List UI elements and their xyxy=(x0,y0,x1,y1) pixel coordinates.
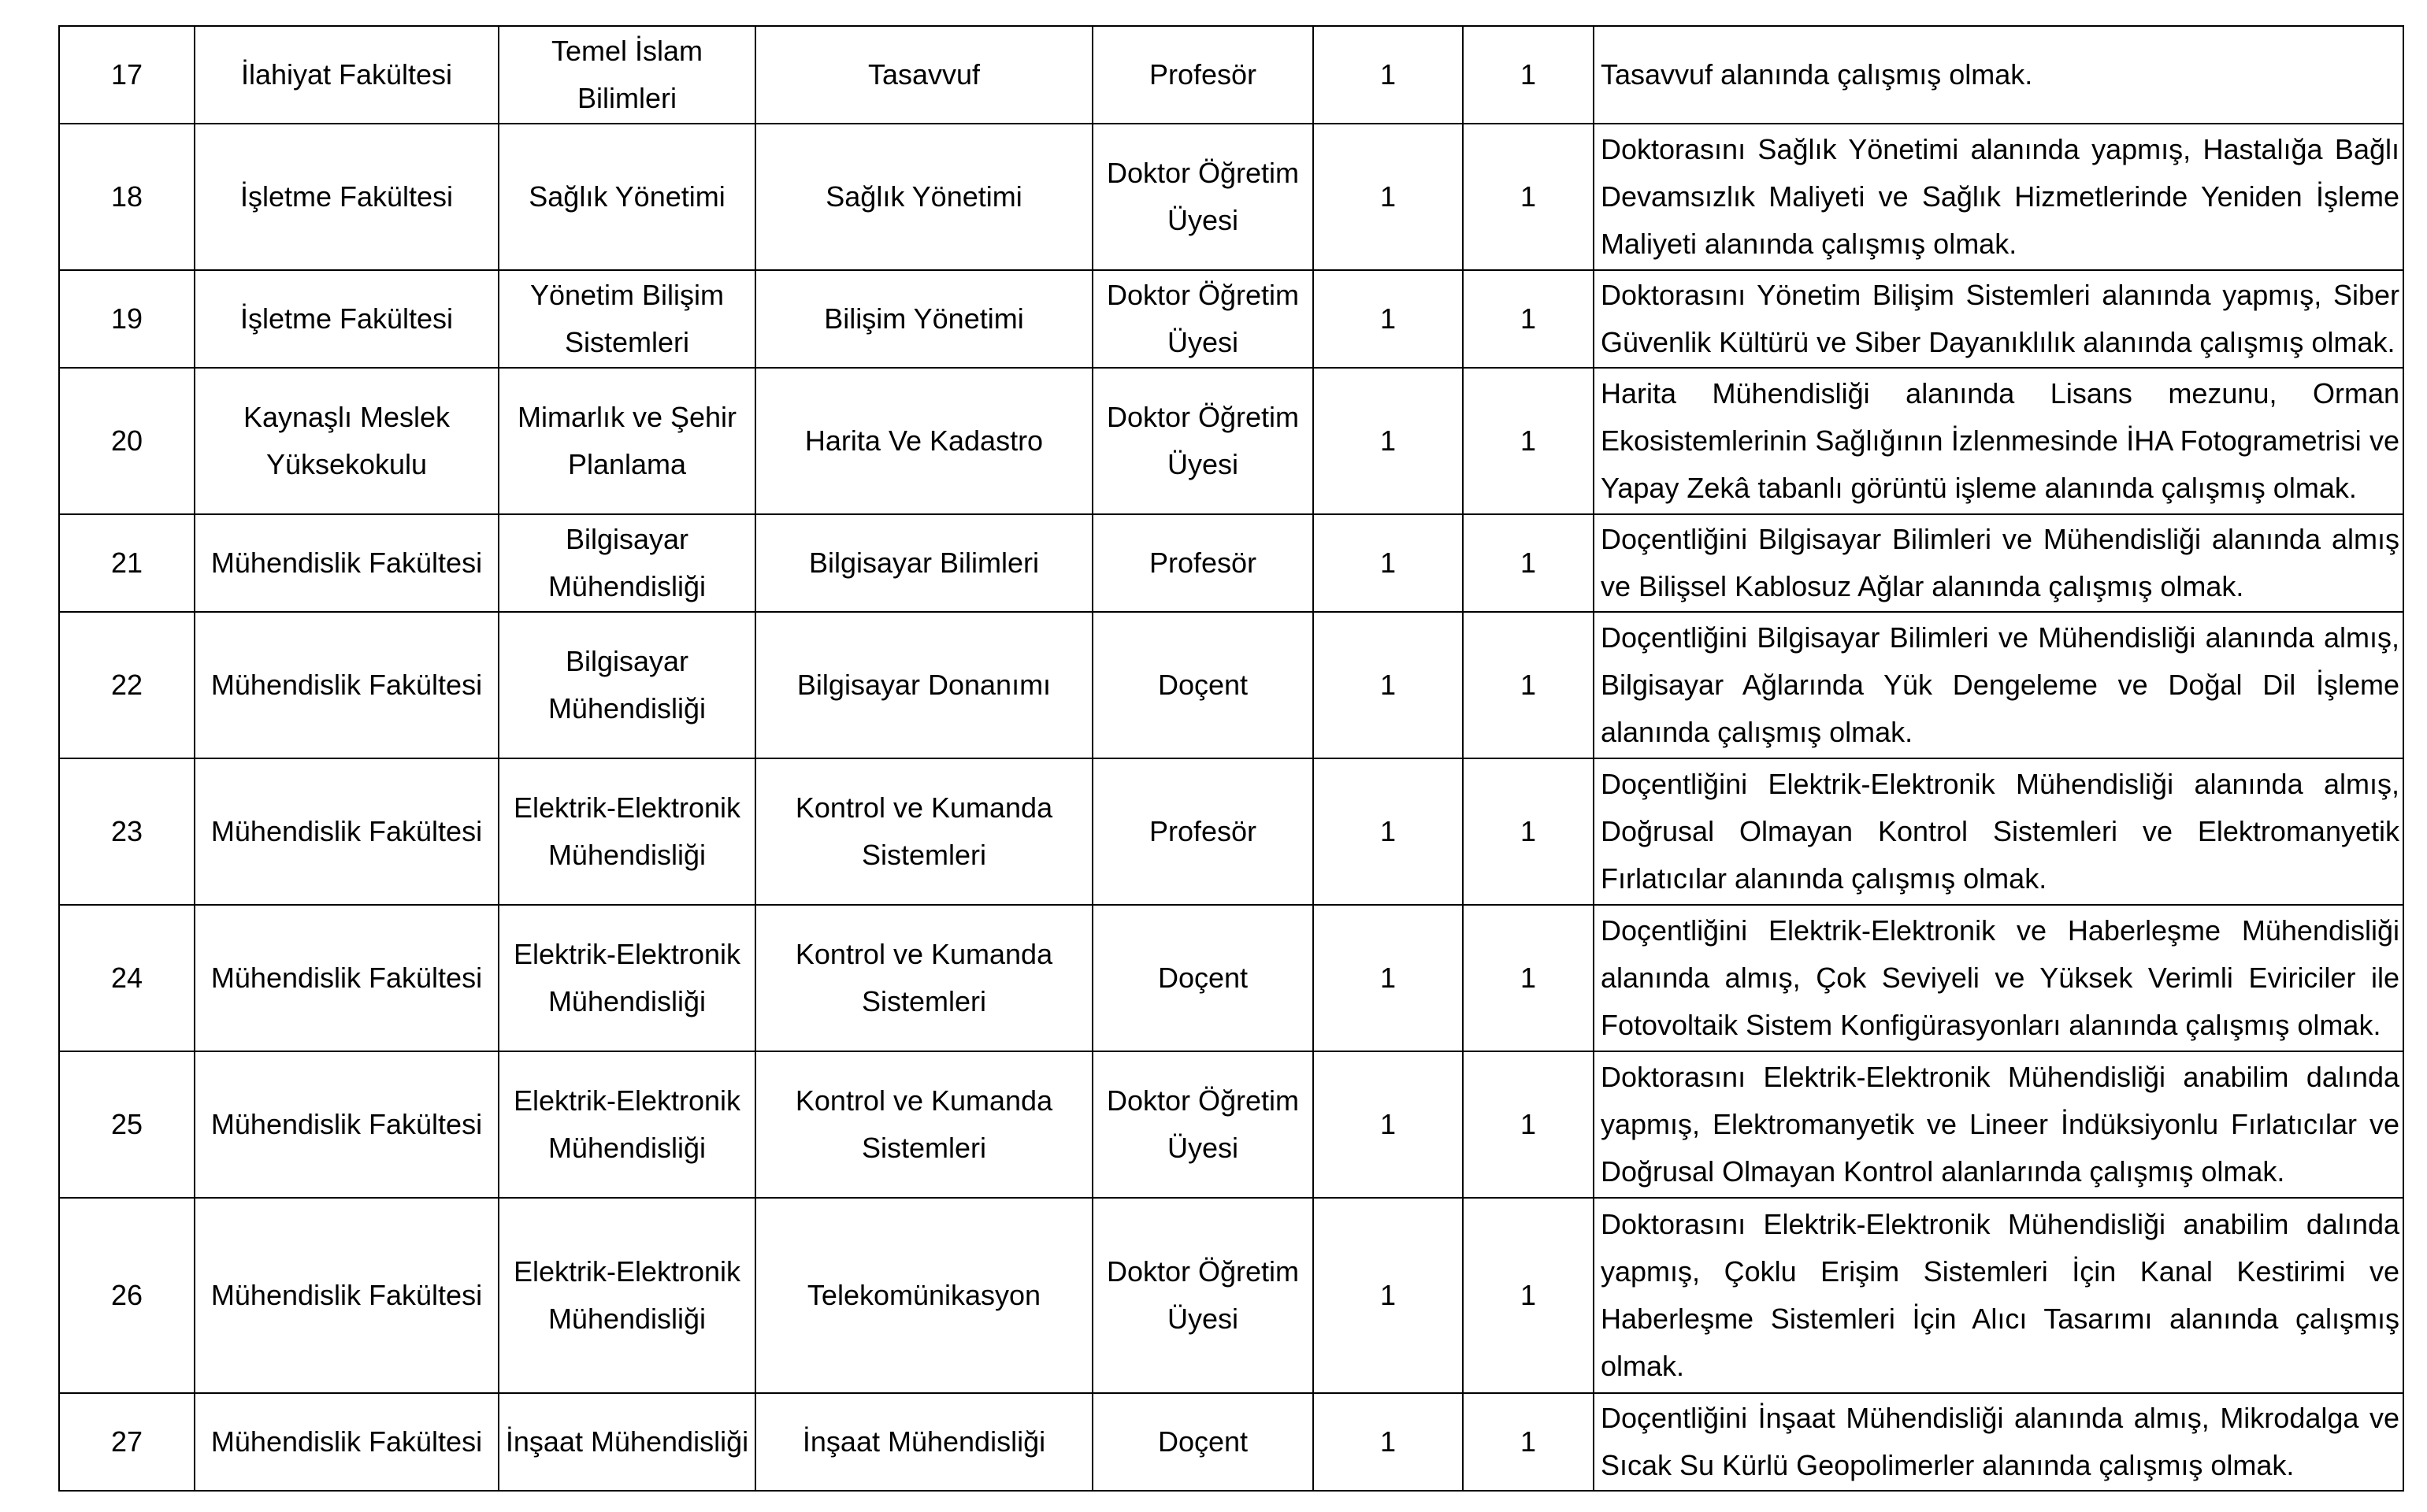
row-number: 27 xyxy=(59,1393,195,1491)
department-cell: Elektrik-Elektronik Mühendisliği xyxy=(499,905,755,1051)
discipline-cell: İnşaat Mühendisliği xyxy=(755,1393,1093,1491)
department-cell: Elektrik-Elektronik Mühendisliği xyxy=(499,758,755,905)
position-count-cell: 1 xyxy=(1313,124,1463,270)
position-count-cell: 1 xyxy=(1313,905,1463,1051)
table-row xyxy=(59,758,2403,905)
department-cell: Elektrik-Elektronik Mühendisliği xyxy=(499,1198,755,1393)
row-number: 21 xyxy=(59,514,195,612)
unit-cell: Mühendislik Fakültesi xyxy=(195,1393,499,1491)
requirements-cell: Doçentliğini İnşaat Mühendisliği alanında almış, Mikrodalga ve Sıcak Su Kürlü Geopolimerler alanında çalışmış olmak. xyxy=(1594,1393,2403,1491)
position-count-cell: 1 xyxy=(1313,1198,1463,1393)
position-count-cell: 1 xyxy=(1313,514,1463,612)
requirements-cell: Doktorasını Elektrik-Elektronik Mühendisliği anabilim dalında yapmış, Çoklu Erişim Sistemleri İçin Kanal Kestirimi ve Haberleşme Sistemleri İçin Alıcı Tasarımı alanında çalışmış olmak. xyxy=(1594,1198,2403,1393)
unit-cell: Mühendislik Fakültesi xyxy=(195,1198,499,1393)
title-cell: Profesör xyxy=(1093,758,1313,905)
discipline-cell: Telekomünikasyon xyxy=(755,1198,1093,1393)
discipline-cell: Sağlık Yönetimi xyxy=(755,124,1093,270)
requirements-cell: Doktorasını Yönetim Bilişim Sistemleri alanında yapmış, Siber Güvenlik Kültürü ve Siber Dayanıklılık alanında çalışmış olmak. xyxy=(1594,270,2403,368)
discipline-cell: Kontrol ve Kumanda Sistemleri xyxy=(755,1051,1093,1198)
row-number: 26 xyxy=(59,1198,195,1393)
title-cell: Doktor Öğretim Üyesi xyxy=(1093,1051,1313,1198)
row-number: 17 xyxy=(59,26,195,124)
table-row xyxy=(59,905,2403,1051)
title-cell: Doktor Öğretim Üyesi xyxy=(1093,368,1313,514)
staff-count-cell: 1 xyxy=(1463,1198,1594,1393)
staff-count-cell: 1 xyxy=(1463,905,1594,1051)
title-cell: Doçent xyxy=(1093,612,1313,758)
requirements-cell: Doçentliğini Elektrik-Elektronik Mühendisliği alanında almış, Doğrusal Olmayan Kontrol Sistemleri ve Elektromanyetik Fırlatıcılar alanında çalışmış olmak. xyxy=(1594,758,2403,905)
position-count-cell: 1 xyxy=(1313,270,1463,368)
table-row xyxy=(59,368,2403,514)
position-count-cell: 1 xyxy=(1313,1393,1463,1491)
unit-cell: İlahiyat Fakültesi xyxy=(195,26,499,124)
unit-cell: Mühendislik Fakültesi xyxy=(195,905,499,1051)
unit-cell: Mühendislik Fakültesi xyxy=(195,1051,499,1198)
discipline-cell: Bilgisayar Donanımı xyxy=(755,612,1093,758)
department-cell: Yönetim Bilişim Sistemleri xyxy=(499,270,755,368)
position-count-cell: 1 xyxy=(1313,758,1463,905)
position-count-cell: 1 xyxy=(1313,26,1463,124)
department-cell: Temel İslam Bilimleri xyxy=(499,26,755,124)
row-number: 19 xyxy=(59,270,195,368)
requirements-cell: Tasavvuf alanında çalışmış olmak. xyxy=(1594,26,2403,124)
discipline-cell: Bilişim Yönetimi xyxy=(755,270,1093,368)
requirements-cell: Doçentliğini Bilgisayar Bilimleri ve Mühendisliği alanında almış, Bilgisayar Ağlarında Yük Dengeleme ve Doğal Dil İşleme alanında çalışmış olmak. xyxy=(1594,612,2403,758)
table-row xyxy=(59,1198,2403,1393)
requirements-cell: Doçentliğini Bilgisayar Bilimleri ve Mühendisliği alanında almış ve Bilişsel Kablosuz Ağlar alanında çalışmış olmak. xyxy=(1594,514,2403,612)
department-cell: Sağlık Yönetimi xyxy=(499,124,755,270)
department-cell: Bilgisayar Mühendisliği xyxy=(499,514,755,612)
unit-cell: İşletme Fakültesi xyxy=(195,124,499,270)
requirements-cell: Doktorasını Sağlık Yönetimi alanında yapmış, Hastalığa Bağlı Devamsızlık Maliyeti ve Sağlık Hizmetlerinde Yeniden İşleme Maliyeti alanında çalışmış olmak. xyxy=(1594,124,2403,270)
table-row xyxy=(59,1393,2403,1491)
row-number: 18 xyxy=(59,124,195,270)
table-row xyxy=(59,124,2403,270)
table-row xyxy=(59,1051,2403,1198)
table-row xyxy=(59,612,2403,758)
unit-cell: Mühendislik Fakültesi xyxy=(195,514,499,612)
discipline-cell: Harita Ve Kadastro xyxy=(755,368,1093,514)
position-count-cell: 1 xyxy=(1313,1051,1463,1198)
row-number: 25 xyxy=(59,1051,195,1198)
positions-table xyxy=(58,25,2404,1492)
position-count-cell: 1 xyxy=(1313,612,1463,758)
requirements-cell: Doçentliğini Elektrik-Elektronik ve Haberleşme Mühendisliği alanında almış, Çok Seviyeli ve Yüksek Verimli Eviriciler ile Fotovoltaik Sistem Konfigürasyonları alanında çalışmış olmak. xyxy=(1594,905,2403,1051)
row-number: 23 xyxy=(59,758,195,905)
title-cell: Doktor Öğretim Üyesi xyxy=(1093,124,1313,270)
position-count-cell: 1 xyxy=(1313,368,1463,514)
row-number: 22 xyxy=(59,612,195,758)
table-row xyxy=(59,270,2403,368)
title-cell: Doçent xyxy=(1093,1393,1313,1491)
table-row xyxy=(59,514,2403,612)
row-number: 24 xyxy=(59,905,195,1051)
title-cell: Doktor Öğretim Üyesi xyxy=(1093,1198,1313,1393)
unit-cell: Kaynaşlı Meslek Yüksekokulu xyxy=(195,368,499,514)
discipline-cell: Kontrol ve Kumanda Sistemleri xyxy=(755,905,1093,1051)
department-cell: İnşaat Mühendisliği xyxy=(499,1393,755,1491)
staff-count-cell: 1 xyxy=(1463,758,1594,905)
unit-cell: Mühendislik Fakültesi xyxy=(195,612,499,758)
staff-count-cell: 1 xyxy=(1463,612,1594,758)
staff-count-cell: 1 xyxy=(1463,124,1594,270)
department-cell: Mimarlık ve Şehir Planlama xyxy=(499,368,755,514)
staff-count-cell: 1 xyxy=(1463,1393,1594,1491)
requirements-cell: Doktorasını Elektrik-Elektronik Mühendisliği anabilim dalında yapmış, Elektromanyetik ve Lineer İndüksiyonlu Fırlatıcılar ve Doğrusal Olmayan Kontrol alanlarında çalışmış olmak. xyxy=(1594,1051,2403,1198)
title-cell: Profesör xyxy=(1093,26,1313,124)
staff-count-cell: 1 xyxy=(1463,514,1594,612)
requirements-cell: Harita Mühendisliği alanında Lisans mezunu, Orman Ekosistemlerinin Sağlığının İzlenmesinde İHA Fotogrametrisi ve Yapay Zekâ tabanlı görüntü işleme alanında çalışmış olmak. xyxy=(1594,368,2403,514)
staff-count-cell: 1 xyxy=(1463,368,1594,514)
row-number: 20 xyxy=(59,368,195,514)
discipline-cell: Bilgisayar Bilimleri xyxy=(755,514,1093,612)
department-cell: Elektrik-Elektronik Mühendisliği xyxy=(499,1051,755,1198)
table-row xyxy=(59,26,2403,124)
unit-cell: İşletme Fakültesi xyxy=(195,270,499,368)
unit-cell: Mühendislik Fakültesi xyxy=(195,758,499,905)
positions-table-body xyxy=(59,26,2403,1491)
staff-count-cell: 1 xyxy=(1463,1051,1594,1198)
title-cell: Profesör xyxy=(1093,514,1313,612)
discipline-cell: Tasavvuf xyxy=(755,26,1093,124)
discipline-cell: Kontrol ve Kumanda Sistemleri xyxy=(755,758,1093,905)
department-cell: Bilgisayar Mühendisliği xyxy=(499,612,755,758)
staff-count-cell: 1 xyxy=(1463,26,1594,124)
title-cell: Doçent xyxy=(1093,905,1313,1051)
title-cell: Doktor Öğretim Üyesi xyxy=(1093,270,1313,368)
staff-count-cell: 1 xyxy=(1463,270,1594,368)
